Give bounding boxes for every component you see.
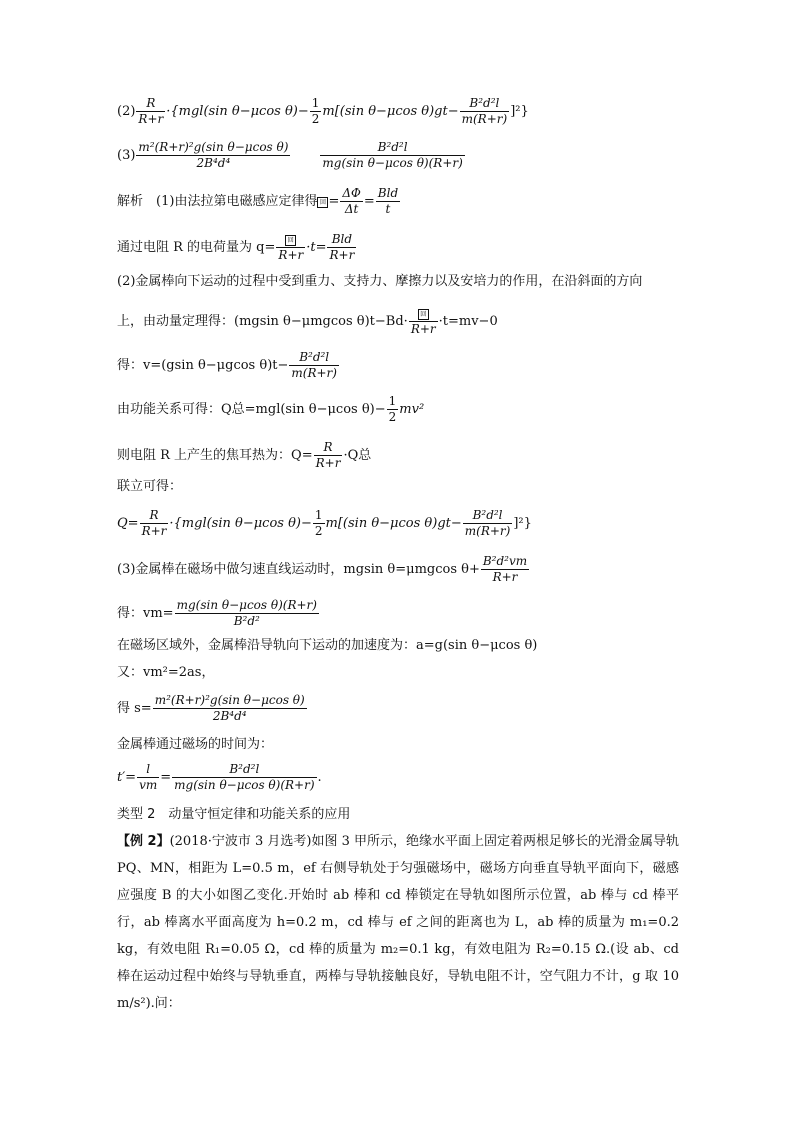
- solution-label: 解析: [117, 194, 144, 209]
- answer-2-label: (2): [117, 104, 136, 119]
- fraction: $\frac{\text{B²d²vm}}{R+r}$: [482, 554, 528, 584]
- section-heading: 类型 2 动量守恒定律和功能关系的应用: [117, 807, 351, 822]
- fraction: $\frac{\text{mg(sin θ−μcos θ)(R+r)}}{\text{B²d²}}$: [176, 598, 317, 628]
- fraction: $\frac{R}{R+r}$: [138, 96, 164, 126]
- fraction: $\frac{R}{R+r}$: [315, 440, 341, 470]
- placeholder-box: 回: [317, 197, 328, 208]
- formula-text: ]²}: [510, 104, 529, 119]
- text: (1)由法拉第电磁感应定律得: [156, 194, 318, 209]
- combine-line: 联立可得：: [117, 479, 183, 494]
- formula-text: m[(sin θ−μcos θ)gt−: [322, 104, 459, 119]
- fraction: $\frac{\text{B²d²l}}{m(R+r)}$: [464, 508, 511, 538]
- velocity-line: 得：v=(gsin θ−μgcos θ)t− $\frac{\text{B²d²l}}{m(R+r)}$: [117, 350, 337, 380]
- charge-line: 通过电阻 R 的电荷量为 q= $\frac{\text{回}}{R+r}$ ·t= $\frac{\text{Bld}}{R+r}$: [117, 232, 355, 262]
- text: 通过电阻 R 的电荷量为 q=: [117, 240, 276, 255]
- solution-part-1: 解析 (1)由法拉第电磁感应定律得 回 = $\frac{\Delta\Phi}{\Delta t}$ = $\frac{\text{Bld}}{t}$: [117, 186, 399, 216]
- fraction: $\frac{R}{R+r}$: [141, 508, 167, 538]
- fraction: $\frac{\text{Bld}}{R+r}$: [329, 232, 355, 262]
- fraction: $\frac{\text{m²(R+r)²g(sin θ−μcos θ)}}{\text{2B⁴d⁴}}$: [138, 140, 289, 170]
- fraction-half: $\frac{1}{2}$: [388, 394, 397, 424]
- fraction: $\frac{\text{B²d²l}}{\text{mg(sin θ−μcos θ)(R+r)}}$: [174, 762, 315, 792]
- answer-2: [117, 96, 529, 127]
- example-body: (2018·宁波市 3 月选考)如图 3 甲所示，绝缘水平面上固定着两根足够长的光滑金属导轨 PQ、MN，相距为 L=0.5 m，ef 右侧导轨处于匀强磁场中，磁场方向垂直导轨平面向下，磁感应强度 B 的大小如图乙变化.开始时 ab 棒和 cd 棒锁定在导轨如图所示位置，ab 棒与 cd 棒平行，ab 棒离水平面高度为 h=0.2 m，cd 棒与 ef 之间的距离也为 L，ab 棒的质量为 m₁=0.2 kg，有效电阻 R₁=0.05 Ω，cd 棒的质量为 m₂=0.1 kg，有效电阻为 R₂=0.15 Ω.(设 ab、cd 棒在运动过程中始终与导轨垂直，两棒与导轨接触良好，导轨电阻不计，空气阻力不计，g 取 10 m/s²).问：: [117, 834, 680, 1011]
- fraction: $\frac{\text{B²d²l}}{m(R+r)}$: [291, 350, 337, 380]
- vm-line: 得：vm= $\frac{\text{mg(sin θ−μcos θ)(R+r)}}{\text{B²d²}}$: [117, 598, 317, 628]
- fraction: $\frac{\Delta\Phi}{\Delta t}$: [342, 186, 361, 216]
- energy-line: 由功能关系可得：Q总=mgl(sin θ−μcos θ)− $\frac{1}{2}$ mv²: [117, 394, 425, 424]
- fraction: $\frac{\text{B²d²l}}{m(R+r)}$: [461, 96, 508, 126]
- formula-text: ·{mgl(sin θ−μcos θ)−: [166, 104, 309, 119]
- part-3-line: (3)金属棒在磁场中做匀速直线运动时，mgsin θ=μmgcos θ+ $\frac{\text{B²d²vm}}{R+r}$: [117, 554, 528, 584]
- time-line: t′= $\frac{l}{vm}$ = $\frac{\text{B²d²l}}{\text{mg(sin θ−μcos θ)(R+r)}}$ .: [117, 762, 322, 792]
- answer-3-label: (3): [117, 148, 136, 163]
- part-2-line-1: (2)金属棒向下运动的过程中受到重力、支持力、摩擦力以及安培力的作用，在沿斜面的方向: [117, 274, 643, 289]
- example-2-paragraph: [117, 828, 679, 1017]
- time-label-line: 金属棒通过磁场的时间为：: [117, 737, 274, 752]
- fraction: $\frac{\text{m²(R+r)²g(sin θ−μcos θ)}}{\text{2B⁴d⁴}}$: [154, 693, 305, 723]
- final-q-line: Q= $\frac{R}{R+r}$ ·{mgl(sin θ−μcos θ)− $\frac{1}{2}$ m[(sin θ−μcos θ)gt− $\frac{\text{B²d²l}}{m(R+r)}$ ]²}: [117, 508, 532, 538]
- acceleration-line: 在磁场区域外，金属棒沿导轨向下运动的加速度为：a=g(sin θ−μcos θ): [117, 638, 538, 653]
- part-2-line-2: 上，由动量定理得：(mgsin θ−μmgcos θ)t−Bd· $\frac{\text{回}}{R+r}$ ·t=mv−0: [117, 306, 498, 337]
- fraction: $\frac{\text{B²d²l}}{\text{mg(sin θ−μcos θ)(R+r)}}$: [322, 140, 463, 170]
- fraction: $\frac{l}{vm}$: [139, 762, 158, 792]
- fraction: $\frac{\text{Bld}}{t}$: [377, 186, 399, 216]
- fraction: $\frac{\text{回}}{R+r}$: [410, 311, 436, 336]
- joule-heat-line: 则电阻 R 上产生的焦耳热为：Q= $\frac{R}{R+r}$ ·Q总: [117, 440, 372, 470]
- fraction: $\frac{\text{回}}{R+r}$: [278, 237, 304, 262]
- displacement-line: 得 s= $\frac{\text{m²(R+r)²g(sin θ−μcos θ)}}{\text{2B⁴d⁴}}$: [117, 693, 305, 723]
- kinematics-line: 又：vm²=2as，: [117, 665, 215, 680]
- answer-3: [117, 140, 466, 171]
- example-label: 【例 2】: [117, 834, 170, 849]
- fraction-half: $\frac{1}{2}$: [311, 96, 320, 126]
- fraction-half: $\frac{1}{2}$: [314, 508, 323, 538]
